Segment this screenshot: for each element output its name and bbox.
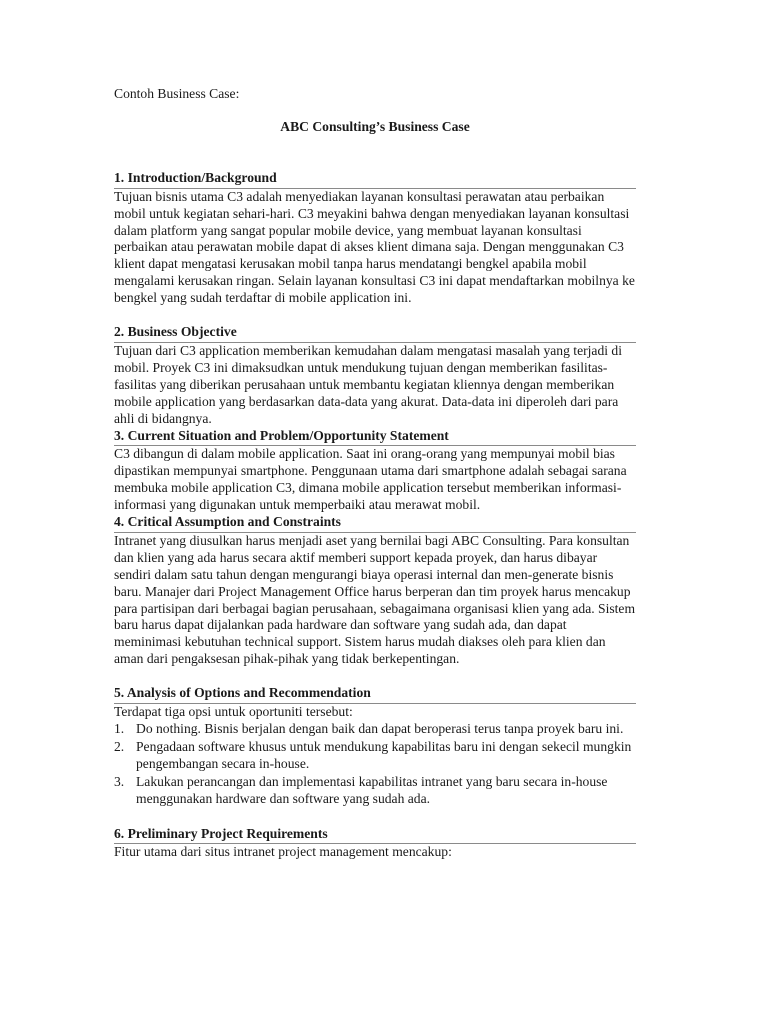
list-item-number: 2.: [114, 738, 125, 754]
list-item: [114, 774, 636, 808]
document-page: [114, 86, 636, 861]
section-body: Tujuan bisnis utama C3 adalah menyediakan layanan konsultasi perawatan atau perbaikan mobil untuk kegiatan sehari-hari. C3 meyakini bahwa dengan menyediakan layanan konsultasi dalam platform yang sangat popular mobile device, yang membuat layanan konsultasi perbaikan atau perawatan mobile dapat di akses klient dimana saja. Dengan menggunakan C3 klient dapat mengatasi kerusakan mobil tanpa harus mendatangi bengkel apabila mobil mengalami kerusakan ringan. Selain layanan konsultasi C3 ini dapat mendaftarkan mobilnya ke bengkel yang sudah terdaftar di mobile application ini.: [114, 188, 635, 306]
section-business-objective: [114, 324, 636, 427]
section-heading: 5. Analysis of Options and Recommendation: [114, 685, 636, 704]
section-critical-assumption: [114, 514, 636, 668]
list-item-text: Lakukan perancangan dan implementasi kapabilitas intranet yang baru secara in-house menggunakan hardware dan software yang sudah ada.: [136, 773, 608, 806]
section-heading: 1. Introduction/Background: [114, 170, 636, 189]
section-preliminary-requirements: [114, 826, 636, 862]
section-body: Fitur utama dari situs intranet project management mencakup:: [114, 844, 452, 860]
section-heading: 3. Current Situation and Problem/Opportunity Statement: [114, 428, 636, 447]
spacer: [114, 809, 636, 826]
list-item-number: 1.: [114, 721, 125, 736]
section-heading: 4. Critical Assumption and Constraints: [114, 514, 636, 533]
spacer: [114, 668, 636, 685]
section-introduction: [114, 170, 636, 307]
list-item: [114, 721, 636, 738]
section-body: Tujuan dari C3 application memberikan kemudahan dalam mengatasi masalah yang terjadi di mobil. Proyek C3 ini dimaksudkan untuk mendukung tujuan dengan memberikan fasilitas-fasilitas yang diberikan perusahaan untuk membantu kegiatan kliennya dengan memberikan mobile application yang berdasarkan data-data yang akurat. Data-data ini diperoleh dari para ahli di bidangnya.: [114, 342, 622, 426]
section-current-situation: [114, 428, 636, 515]
list-item: [114, 739, 636, 773]
section-body: Intranet yang diusulkan harus menjadi aset yang bernilai bagi ABC Consulting. Para konsultan dan klien yang ada harus secara aktif memberi support kepada proyek, dan harus dibayar sendiri dalam satu tahun dengan mengurangi biaya operasi internal dan men-generate bisnis baru. Manajer dari Project Management Office harus berperan dan tim proyek harus mencakup para partisipan dari berbagai bagian perusahaan, sebagaimana organisasi klien yang ada. Sistem baru harus dapat dijalankan pada hardware dan software yang sudah ada, dan dapat meminimasi kebutuhan technical support. Sistem harus mudah diakses oleh para klien dan aman dari pengaksesan pihak-pihak yang tidak berkepentingan.: [114, 532, 636, 667]
list-item-text: Pengadaan software khusus untuk mendukung kapabilitas baru ini dengan sekecil mungkin pengembangan secara in-house.: [136, 738, 632, 771]
section-body: Terdapat tiga opsi untuk oportuniti tersebut:: [114, 704, 353, 720]
section-heading: 6. Preliminary Project Requirements: [114, 826, 636, 845]
list-item-number: 3.: [114, 773, 125, 789]
section-analysis-options: [114, 685, 636, 807]
intro-label: Contoh Business Case:: [114, 86, 240, 101]
section-body: C3 dibangun di dalam mobile application. Saat ini orang-orang yang mempunyai mobil bias dipastikan mempunyai smartphone. Penggunaan utama dari smartphone adalah sebagai sarana membuka mobile application C3, dimana mobile application tersebut memberikan informasi-informasi yang digunakan untuk memperbaiki atau merawat mobil.: [114, 446, 627, 513]
options-list: [114, 721, 636, 808]
section-heading: 2. Business Objective: [114, 324, 636, 343]
spacer: [114, 307, 636, 324]
document-title: ABC Consulting’s Business Case: [280, 118, 470, 134]
list-item-text: Do nothing. Bisnis berjalan dengan baik dan dapat beroperasi terus tanpa proyek baru ini.: [136, 721, 624, 736]
